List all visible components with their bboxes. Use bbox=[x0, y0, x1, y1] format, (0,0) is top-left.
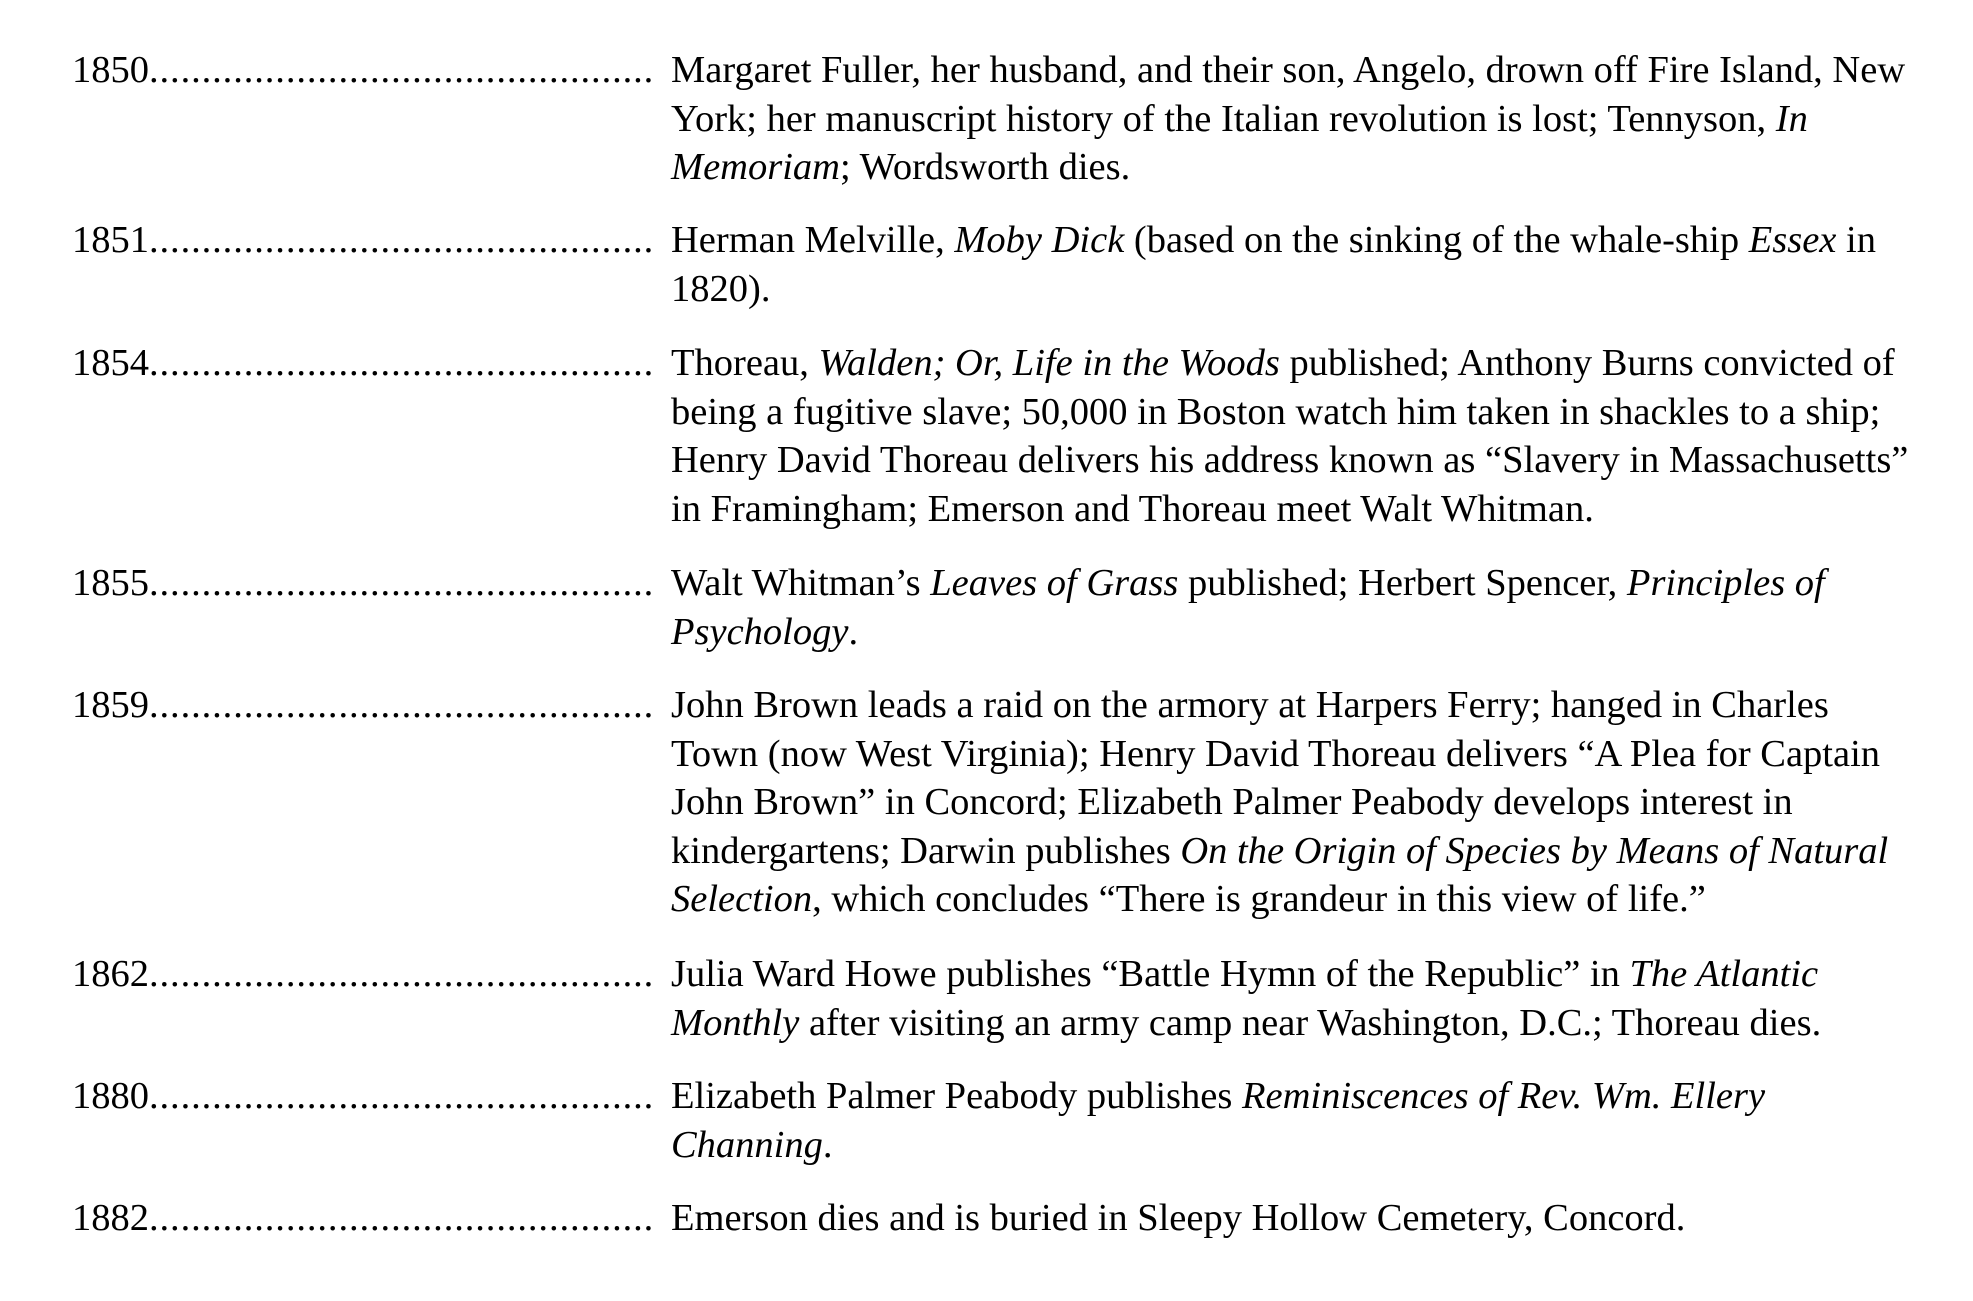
year-with-leader bbox=[72, 1194, 662, 1243]
text-run: being a fugitive slave; 50,000 in Boston watch him taken in shackles to a ship; bbox=[671, 390, 1881, 433]
description-line bbox=[671, 1072, 1973, 1121]
year: 1862 bbox=[72, 953, 149, 995]
text-run: York; her manuscript history of the Italian revolution is lost; Tennyson, bbox=[671, 97, 1776, 140]
year: 1859 bbox=[72, 684, 149, 726]
description-line bbox=[671, 681, 1973, 730]
text-run: Margaret Fuller, her husband, and their son, Angelo, drown off Fire Island, New bbox=[671, 49, 1906, 91]
text-run: ; Wordsworth dies. bbox=[839, 146, 1131, 189]
description-line bbox=[671, 1194, 1973, 1243]
italic-title: Essex bbox=[1748, 219, 1837, 261]
text-run: published; Herbert Spencer, bbox=[1178, 562, 1627, 604]
description-line bbox=[671, 388, 1973, 437]
description-line bbox=[671, 46, 1973, 95]
text-run: 1820). bbox=[671, 267, 771, 310]
description-line bbox=[671, 1121, 1973, 1170]
text-run: after visiting an army camp near Washington, D.C.; Thoreau dies. bbox=[799, 1001, 1822, 1044]
description-line bbox=[671, 999, 1973, 1048]
text-run: Herman Melville, bbox=[671, 219, 955, 261]
description-line bbox=[671, 778, 1973, 827]
year-with-leader bbox=[72, 559, 662, 608]
dot-leader: ................................................ bbox=[149, 219, 655, 261]
italic-title: Reminiscences of Rev. Wm. Ellery bbox=[1241, 1075, 1766, 1117]
year: 1880 bbox=[72, 1075, 149, 1117]
text-run: , which concludes “There is grandeur in this view of life.” bbox=[812, 878, 1706, 921]
dot-leader: ................................................ bbox=[149, 1075, 655, 1117]
year: 1882 bbox=[72, 1197, 149, 1239]
text-run: Henry David Thoreau delivers his address known as “Slavery in Massachusetts” bbox=[671, 439, 1909, 482]
italic-title: Moby Dick bbox=[954, 219, 1125, 261]
year-with-leader bbox=[72, 950, 662, 999]
entry-description bbox=[671, 1194, 1973, 1243]
entry-description bbox=[671, 46, 1973, 192]
description-line bbox=[671, 827, 1973, 876]
description-line bbox=[671, 608, 1973, 657]
text-run: kindergartens; Darwin publishes bbox=[671, 829, 1181, 872]
text-run: . bbox=[848, 610, 859, 653]
entry-description bbox=[671, 1072, 1973, 1169]
italic-title: On the Origin of Species by Means of Natural bbox=[1180, 829, 1889, 872]
italic-title: Leaves of Grass bbox=[930, 562, 1179, 604]
italic-title: Walden; Or, Life in the Woods bbox=[818, 342, 1280, 384]
year-with-leader bbox=[72, 216, 662, 265]
text-run: (based on the sinking of the whale-ship bbox=[1124, 219, 1749, 261]
text-run: Elizabeth Palmer Peabody publishes bbox=[671, 1075, 1242, 1117]
description-line bbox=[671, 485, 1973, 534]
dot-leader: ................................................ bbox=[149, 1197, 655, 1239]
year-with-leader bbox=[72, 1072, 662, 1121]
italic-title: Monthly bbox=[671, 1001, 800, 1044]
year-with-leader bbox=[72, 339, 662, 388]
italic-title: Psychology bbox=[671, 610, 849, 653]
text-run: . bbox=[822, 1123, 833, 1166]
description-line bbox=[671, 95, 1973, 144]
italic-title: Selection bbox=[671, 878, 813, 921]
description-line bbox=[671, 950, 1973, 999]
dot-leader: ................................................ bbox=[149, 49, 655, 91]
entry-description bbox=[671, 950, 1973, 1047]
text-run: Town (now West Virginia); Henry David Thoreau delivers “A Plea for Captain bbox=[671, 732, 1881, 775]
italic-title: Principles of bbox=[1626, 562, 1825, 604]
italic-title: In bbox=[1775, 97, 1808, 140]
description-line bbox=[671, 216, 1973, 265]
entry-description bbox=[671, 681, 1973, 924]
description-line bbox=[671, 875, 1973, 924]
text-run: Walt Whitman’s bbox=[671, 562, 931, 604]
description-line bbox=[671, 143, 1973, 192]
entry-description bbox=[671, 559, 1973, 656]
entry-description bbox=[671, 216, 1973, 313]
text-run: John Brown” in Concord; Elizabeth Palmer Peabody develops interest in bbox=[671, 781, 1793, 824]
year: 1855 bbox=[72, 562, 149, 604]
text-run: in Framingham; Emerson and Thoreau meet Walt Whitman. bbox=[671, 487, 1594, 530]
italic-title: Memoriam bbox=[671, 146, 840, 189]
text-run: Emerson dies and is buried in Sleepy Hollow Cemetery, Concord. bbox=[671, 1197, 1686, 1239]
dot-leader: ................................................ bbox=[149, 953, 655, 995]
dot-leader: ................................................ bbox=[149, 342, 655, 384]
dot-leader: ................................................ bbox=[149, 562, 655, 604]
text-run: published; Anthony Burns convicted of bbox=[1279, 342, 1895, 384]
description-line bbox=[671, 339, 1973, 388]
description-line bbox=[671, 730, 1973, 779]
italic-title: Channing bbox=[671, 1123, 823, 1166]
text-run: in bbox=[1836, 219, 1876, 261]
description-line bbox=[671, 436, 1973, 485]
entry-description bbox=[671, 339, 1973, 533]
year: 1854 bbox=[72, 342, 149, 384]
dot-leader: ................................................ bbox=[149, 684, 655, 726]
year: 1851 bbox=[72, 219, 149, 261]
year-with-leader bbox=[72, 681, 662, 730]
text-run: Thoreau, bbox=[671, 342, 819, 384]
year-with-leader bbox=[72, 46, 662, 95]
text-run: Julia Ward Howe publishes “Battle Hymn of the Republic” in bbox=[671, 953, 1630, 995]
text-run: John Brown leads a raid on the armory at Harpers Ferry; hanged in Charles bbox=[671, 684, 1829, 726]
year: 1850 bbox=[72, 49, 149, 91]
description-line bbox=[671, 265, 1973, 314]
description-line bbox=[671, 559, 1973, 608]
italic-title: The Atlantic bbox=[1629, 953, 1819, 995]
